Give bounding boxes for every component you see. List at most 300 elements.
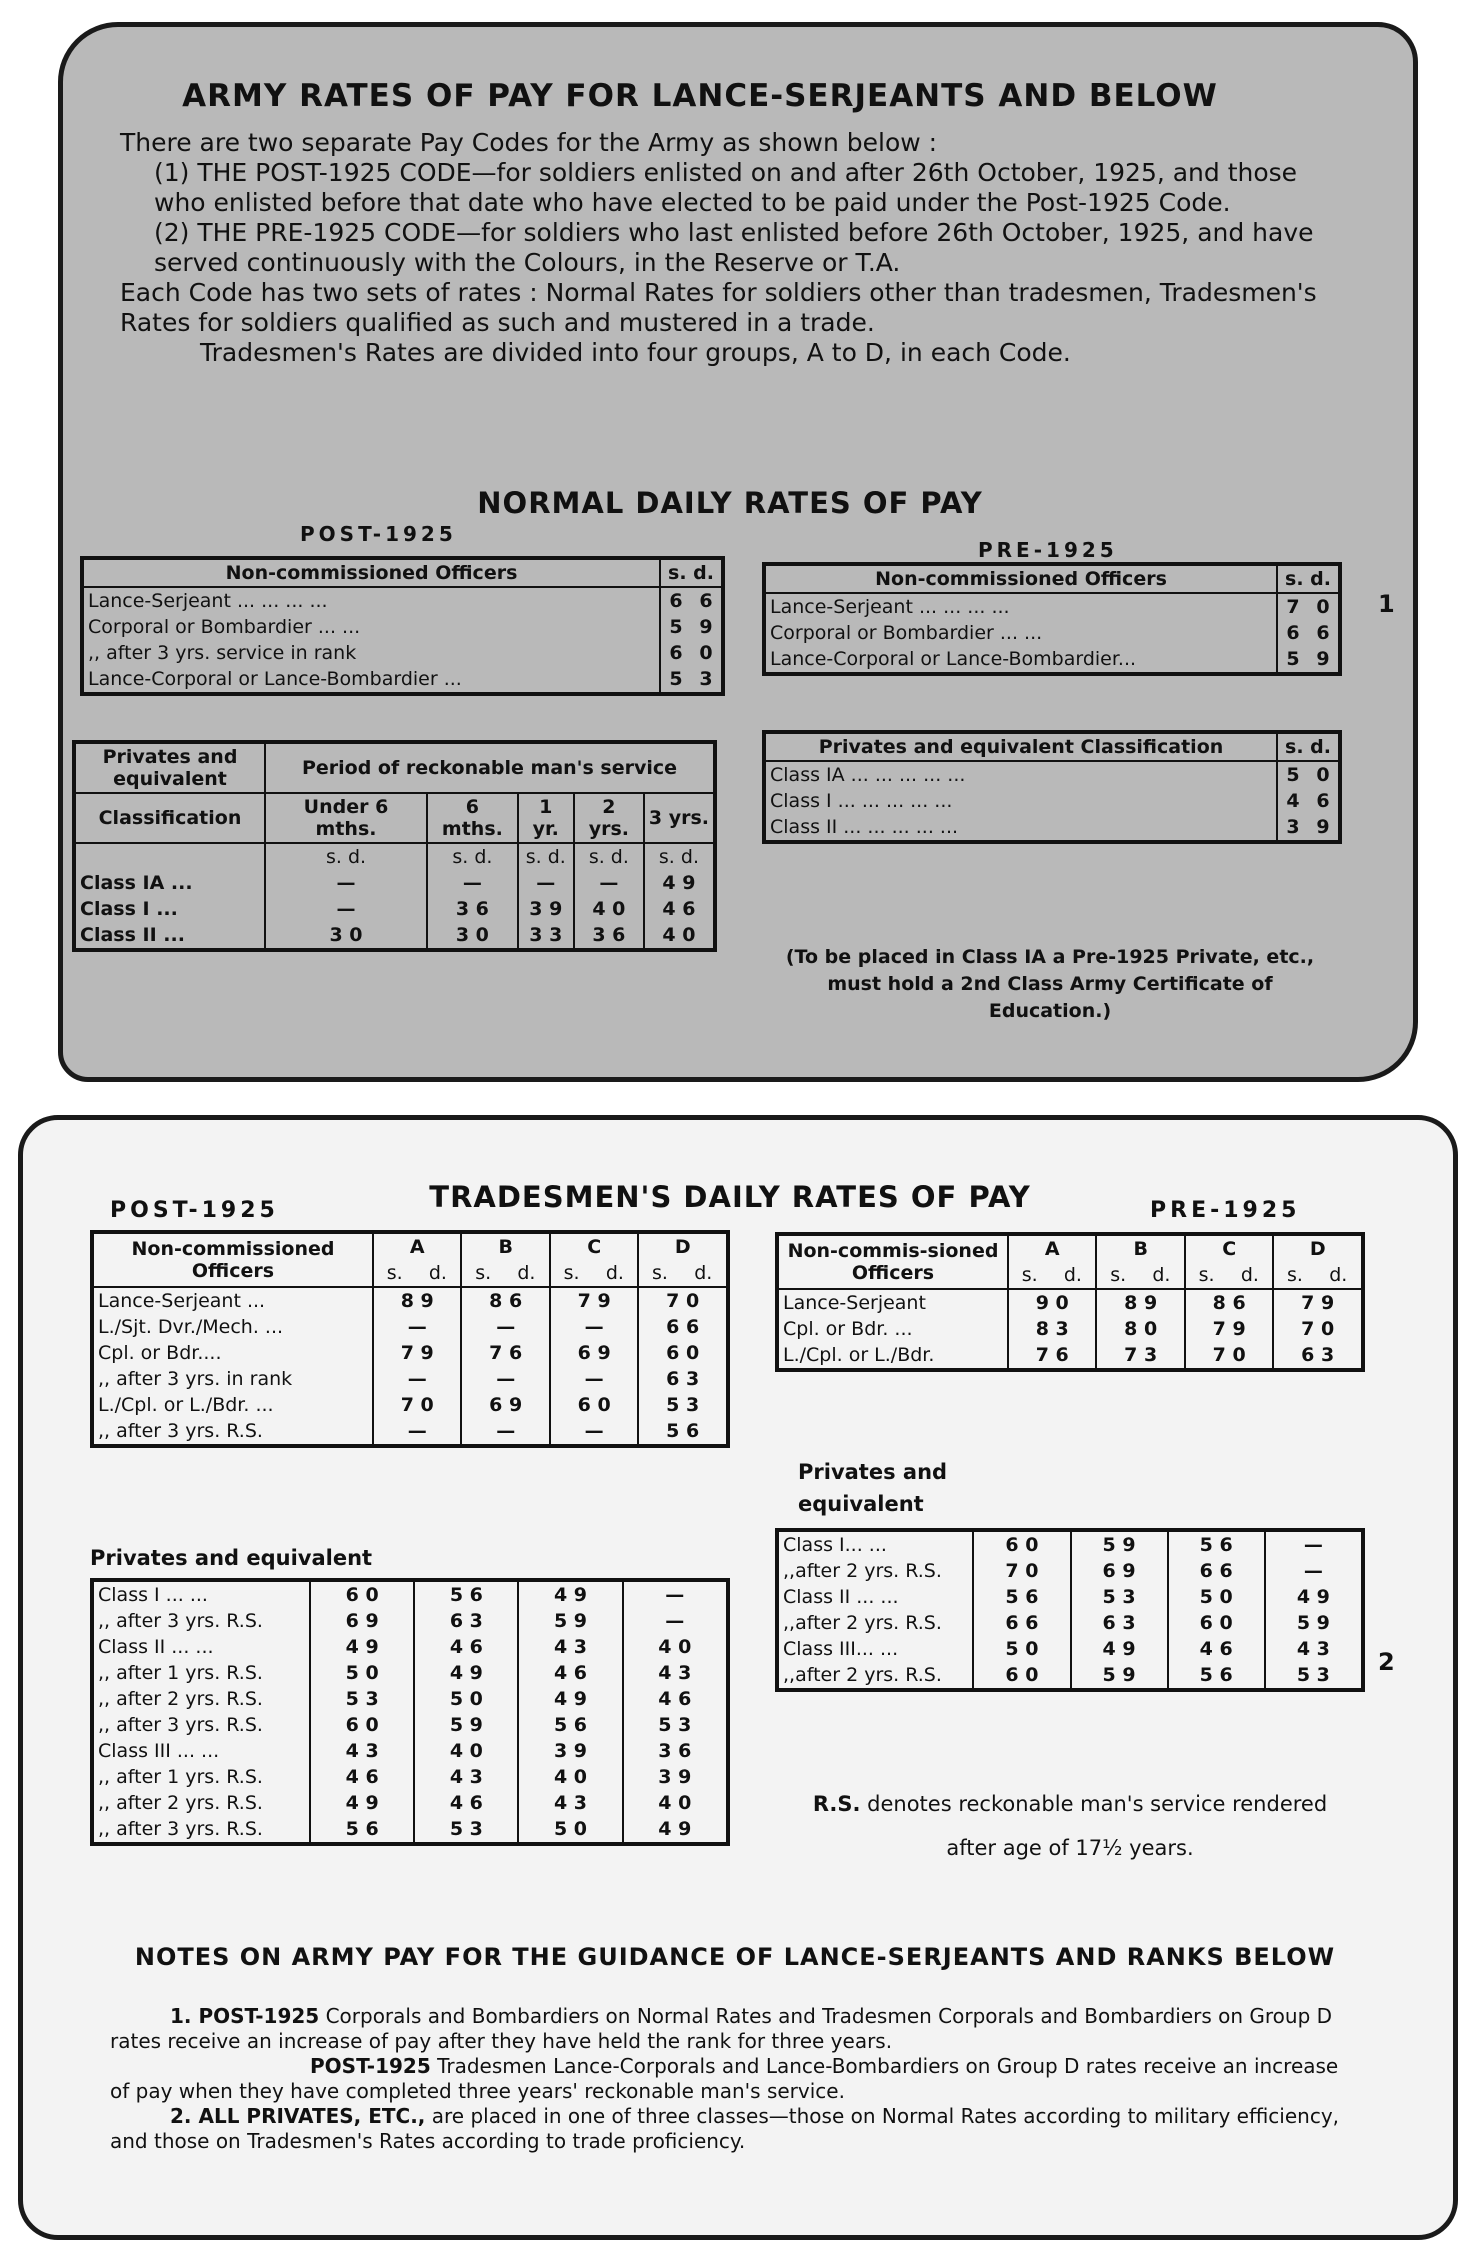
rate-cell: 6 9 <box>550 1340 638 1366</box>
note-text: are placed in one of three classes—those on Normal Rates according to military efficiency, and those on Tradesmen's Rates according to trade proficiency. <box>110 2104 1340 2153</box>
rate-cell: 4 9 <box>623 1816 728 1844</box>
page-number-2: 2 <box>1378 1648 1395 1676</box>
rate-cell: 6 0 <box>973 1530 1070 1558</box>
normal-rates-title: NORMAL DAILY RATES OF PAY <box>477 486 983 520</box>
post-privates-label: Privates and equivalent <box>90 1546 373 1570</box>
rate-cell: 4 6 <box>310 1764 414 1790</box>
row-label: Cpl. or Bdr.... <box>98 1342 222 1364</box>
shillings: 4 <box>1277 788 1308 814</box>
group-header: D <box>638 1232 728 1260</box>
pre-1925-label: PRE-1925 <box>978 538 1118 562</box>
rate-cell: 7 6 <box>1008 1342 1096 1370</box>
row-label: Class I ... ... ... ... ... <box>770 790 953 812</box>
rate-cell: 5 9 <box>518 1608 622 1634</box>
group-header: A <box>1008 1234 1096 1262</box>
note-1 <box>110 2004 1350 2054</box>
sd-header: s. d. <box>644 843 715 870</box>
rate: 3 0 <box>427 922 518 950</box>
row-label: Lance-Corporal or Lance-Bombardier ... <box>88 668 462 690</box>
rate-cell: 7 9 <box>1185 1316 1273 1342</box>
rate-cell: 7 9 <box>1273 1289 1363 1316</box>
rate: — <box>265 870 427 896</box>
table-row <box>777 1289 1363 1316</box>
rate-cell: 4 9 <box>310 1790 414 1816</box>
table-row <box>74 922 715 950</box>
row-label: L./Cpl. or L./Bdr. ... <box>98 1394 274 1416</box>
notes-title: NOTES ON ARMY PAY FOR THE GUIDANCE OF LANCE-SERJEANTS AND RANKS BELOW <box>134 1943 1336 1971</box>
nco-header: Non-commis-sioned Officers <box>777 1234 1008 1289</box>
rate-cell: 7 3 <box>1096 1342 1184 1370</box>
rate-cell: 6 6 <box>638 1314 728 1340</box>
pre-nco-header: Non-commissioned Officers <box>875 568 1167 590</box>
table-row <box>92 1608 728 1634</box>
rate: — <box>574 870 644 896</box>
row-label: ,, after 3 yrs. R.S. <box>98 1610 263 1632</box>
table-row <box>92 1660 728 1686</box>
pence: 0 <box>1316 764 1330 786</box>
table-row <box>92 1790 728 1816</box>
col-header: 6 mths. <box>427 793 518 843</box>
pre-1925-label: PRE-1925 <box>1150 1198 1301 1223</box>
rate-cell: 7 9 <box>373 1340 461 1366</box>
row-label: ,, after 3 yrs. R.S. <box>98 1714 263 1736</box>
pre-trade-privates-table <box>775 1528 1365 1692</box>
row-label: L./Sjt. Dvr./Mech. ... <box>98 1316 284 1338</box>
row-label: Lance-Serjeant ... <box>98 1290 266 1312</box>
rate-cell: 4 9 <box>414 1660 518 1686</box>
rate-cell: 5 6 <box>973 1584 1070 1610</box>
pence: 6 <box>699 590 713 612</box>
rate-cell: 8 9 <box>1096 1289 1184 1316</box>
intro-groups: Tradesmen's Rates are divided into four groups, A to D, in each Code. <box>200 338 1071 367</box>
rate-cell: 5 6 <box>638 1418 728 1446</box>
row-label: Lance-Serjeant ... ... ... ... <box>770 596 1010 618</box>
d-header: d. <box>517 1262 536 1284</box>
rate-cell: 7 9 <box>550 1287 638 1314</box>
page-number-1: 1 <box>1378 590 1395 618</box>
rate-cell: 7 0 <box>373 1392 461 1418</box>
rate-cell: 4 6 <box>518 1660 622 1686</box>
table-row <box>764 620 1340 646</box>
rate-cell: 5 6 <box>414 1580 518 1608</box>
notes <box>110 2004 1350 2154</box>
s-header: s. <box>461 1260 503 1287</box>
table-row <box>82 587 723 614</box>
note-1b <box>110 2054 1350 2104</box>
rate-cell: — <box>373 1418 461 1446</box>
rate-cell: 5 9 <box>1265 1610 1363 1636</box>
rate-cell: 4 6 <box>414 1634 518 1660</box>
table-row <box>92 1764 728 1790</box>
rate-cell: 5 6 <box>1168 1530 1265 1558</box>
col-header: 3 yrs. <box>644 793 715 843</box>
table-row <box>777 1636 1363 1662</box>
table-row <box>92 1392 728 1418</box>
rate-cell: 4 3 <box>623 1660 728 1686</box>
s-header: s. <box>550 1260 592 1287</box>
rate: 4 0 <box>574 896 644 922</box>
pre-trade-nco-table <box>775 1232 1365 1372</box>
s-header: s. <box>1096 1262 1138 1289</box>
table-row <box>74 896 715 922</box>
row-label: ,, after 3 yrs. service in rank <box>88 642 357 664</box>
rate-cell: 6 0 <box>1168 1610 1265 1636</box>
privates-header: Privates and equivalent <box>102 746 238 790</box>
note-2 <box>110 2104 1350 2154</box>
rate-cell: 6 0 <box>310 1712 414 1738</box>
row-label: Cpl. or Bdr. ... <box>783 1318 913 1340</box>
rate-cell: 8 6 <box>461 1287 549 1314</box>
intro-pre-code: (2) THE PRE-1925 CODE—for soldiers who last enlisted before 26th October, 1925, and have served continuously with the Colours, in the Reserve or T.A. <box>154 218 1314 277</box>
rate-cell: 5 9 <box>414 1712 518 1738</box>
d-header: d. <box>605 1262 624 1284</box>
d-header: d. <box>428 1262 447 1284</box>
rate-cell: — <box>373 1366 461 1392</box>
rate-cell: 4 9 <box>1071 1636 1168 1662</box>
rate: 3 0 <box>265 922 427 950</box>
rate-cell: 4 3 <box>310 1738 414 1764</box>
table-row <box>92 1340 728 1366</box>
rate-cell: 4 0 <box>623 1790 728 1816</box>
s-header: s. <box>1273 1262 1315 1289</box>
rate-cell: 4 6 <box>623 1686 728 1712</box>
rate-cell: 5 9 <box>1071 1662 1168 1690</box>
rate-cell: 4 0 <box>414 1738 518 1764</box>
pence: 9 <box>1316 816 1330 838</box>
rate-cell: 5 6 <box>310 1816 414 1844</box>
rs-note <box>790 1782 1350 1870</box>
row-label: ,, after 2 yrs. R.S. <box>98 1792 263 1814</box>
table-row <box>74 870 715 896</box>
rate: 4 0 <box>644 922 715 950</box>
rate-cell: 4 0 <box>518 1764 622 1790</box>
table-row <box>92 1314 728 1340</box>
rate-cell: 5 3 <box>638 1392 728 1418</box>
shillings: 7 <box>1277 593 1308 620</box>
intro-post-code: (1) THE POST-1925 CODE—for soldiers enlisted on and after 26th October, 1925, and those who enlisted before that date who have elected to be paid under the Post-1925 Code. <box>154 158 1298 217</box>
d-header: d. <box>1240 1264 1259 1286</box>
rate-cell: 3 9 <box>623 1764 728 1790</box>
pre-privates-label: Privates and equivalent <box>798 1460 948 1516</box>
sd-header: s. d. <box>660 558 723 587</box>
pence: 6 <box>1316 790 1330 812</box>
pre-privates-header: Privates and equivalent Classification <box>818 736 1224 758</box>
shillings: 5 <box>660 614 691 640</box>
shillings: 6 <box>1277 620 1308 646</box>
pence: 0 <box>1316 596 1330 618</box>
rate-cell: 6 0 <box>638 1340 728 1366</box>
sd-header: s. d. <box>518 843 574 870</box>
rate-cell: — <box>461 1366 549 1392</box>
pre-normal-nco-table <box>762 562 1342 676</box>
class-ia-note: (To be placed in Class IA a Pre-1925 Private, etc., must hold a 2nd Class Army Certificate of Education.) <box>785 946 1315 1022</box>
row-label: Class II ... ... <box>98 1636 214 1658</box>
rate-cell: 4 9 <box>518 1580 622 1608</box>
row-label: ,,after 2 yrs. R.S. <box>783 1612 942 1634</box>
sd-header: s. d. <box>1277 564 1340 593</box>
pence: 0 <box>699 642 713 664</box>
col-header: 1 yr. <box>518 793 574 843</box>
sd-header: s. d. <box>265 843 427 870</box>
rate-cell: 4 3 <box>518 1790 622 1816</box>
rate-cell: 4 3 <box>414 1764 518 1790</box>
post-normal-privates-table <box>72 740 717 952</box>
rs-abbr: R.S. <box>812 1792 861 1816</box>
table-row <box>764 593 1340 620</box>
table-row <box>92 1816 728 1844</box>
rate-cell: 5 0 <box>518 1816 622 1844</box>
rs-text: denotes reckonable man's service rendered after age of 17½ years. <box>860 1792 1328 1860</box>
tradesmen-rates-title: TRADESMEN'S DAILY RATES OF PAY <box>429 1180 1031 1214</box>
table-row <box>764 788 1340 814</box>
rate: — <box>265 896 427 922</box>
group-header: A <box>373 1232 461 1260</box>
pence: 6 <box>1316 622 1330 644</box>
row-label: Class II ... <box>80 924 185 946</box>
table-row <box>92 1418 728 1446</box>
rate-cell: 3 6 <box>623 1738 728 1764</box>
sd-header: s. d. <box>574 843 644 870</box>
post-1925-label: POST-1925 <box>110 1198 279 1223</box>
d-header: d. <box>1152 1264 1171 1286</box>
rate-cell: 5 0 <box>414 1686 518 1712</box>
table-row <box>82 614 723 640</box>
rate-cell: 5 0 <box>1168 1584 1265 1610</box>
col-header: 2 yrs. <box>574 793 644 843</box>
table-row <box>764 814 1340 842</box>
sd-header: s. d. <box>1277 732 1340 761</box>
row-label: Lance-Corporal or Lance-Bombardier... <box>770 648 1137 670</box>
table-row <box>777 1610 1363 1636</box>
rows <box>92 1287 728 1446</box>
row-label: L./Cpl. or L./Bdr. <box>783 1344 935 1366</box>
row-label: Class III ... ... <box>98 1740 220 1762</box>
rate-cell: 7 0 <box>638 1287 728 1314</box>
rate: 3 9 <box>518 896 574 922</box>
rate-cell: — <box>623 1608 728 1634</box>
table-row <box>777 1662 1363 1690</box>
rate-cell: 6 6 <box>973 1610 1070 1636</box>
rows <box>777 1289 1363 1370</box>
note-lead: 2. ALL PRIVATES, ETC., <box>170 2104 426 2128</box>
rate-cell: 7 0 <box>1273 1316 1363 1342</box>
table-row <box>777 1584 1363 1610</box>
rate-cell: 3 9 <box>518 1738 622 1764</box>
rate-cell: 4 3 <box>1265 1636 1363 1662</box>
rate-cell: 4 6 <box>414 1790 518 1816</box>
pence: 9 <box>1316 648 1330 670</box>
rate-cell: 7 0 <box>1185 1342 1273 1370</box>
row-label: ,, after 1 yrs. R.S. <box>98 1662 263 1684</box>
row-label: ,, after 2 yrs. R.S. <box>98 1688 263 1710</box>
rate-cell: 5 6 <box>1168 1662 1265 1690</box>
table-row <box>82 666 723 694</box>
rate-cell: 5 9 <box>1071 1530 1168 1558</box>
rate-cell: — <box>550 1418 638 1446</box>
row-label: Class I ... <box>80 898 178 920</box>
rate-cell: 4 3 <box>518 1634 622 1660</box>
rate-cell: 8 3 <box>1008 1316 1096 1342</box>
rate-cell: — <box>461 1418 549 1446</box>
rate-cell: 9 0 <box>1008 1289 1096 1316</box>
rate-cell: 5 3 <box>1071 1584 1168 1610</box>
rate-cell: 4 9 <box>518 1686 622 1712</box>
pre-normal-privates-table <box>762 730 1342 844</box>
group-header: C <box>550 1232 638 1260</box>
table-row <box>82 640 723 666</box>
s-header: s. <box>1008 1262 1050 1289</box>
rate: 3 3 <box>518 922 574 950</box>
group-header: D <box>1273 1234 1363 1262</box>
rate-cell: 4 6 <box>1168 1636 1265 1662</box>
rate-cell: 8 9 <box>373 1287 461 1314</box>
post-trade-privates-table <box>90 1578 730 1846</box>
row-label: Class I... ... <box>783 1534 887 1556</box>
table-row <box>764 761 1340 788</box>
table-row <box>777 1342 1363 1370</box>
rate-cell: — <box>461 1314 549 1340</box>
d-header: d. <box>1063 1264 1082 1286</box>
rate: — <box>518 870 574 896</box>
s-header: s. <box>1185 1262 1227 1289</box>
note-text: Corporals and Bombardiers on Normal Rates and Tradesmen Corporals and Bombardiers on Group D rates receive an increase of pay after they have held the rank for three years. <box>110 2004 1333 2053</box>
table-row <box>92 1712 728 1738</box>
rate: 3 6 <box>574 922 644 950</box>
table-row <box>92 1287 728 1314</box>
group-header: C <box>1185 1234 1273 1262</box>
table-row <box>92 1738 728 1764</box>
rate-cell: 6 3 <box>638 1366 728 1392</box>
row-label: Corporal or Bombardier ... ... <box>770 622 1043 644</box>
rate-cell: 5 6 <box>518 1712 622 1738</box>
col-header: Under 6 mths. <box>265 793 427 843</box>
d-header: d. <box>1329 1264 1348 1286</box>
row-label: Class II ... ... <box>783 1586 899 1608</box>
row-label: ,, after 3 yrs. in rank <box>98 1368 293 1390</box>
rate-cell: — <box>550 1366 638 1392</box>
rate-cell: 5 3 <box>623 1712 728 1738</box>
shillings: 5 <box>660 666 691 694</box>
post-nco-header: Non-commissioned Officers <box>225 562 518 584</box>
rate-cell: 6 9 <box>310 1608 414 1634</box>
rate-cell: 4 9 <box>1265 1584 1363 1610</box>
note-lead: 1. POST-1925 <box>170 2004 320 2028</box>
shillings: 5 <box>1277 761 1308 788</box>
rate-cell: 6 3 <box>414 1608 518 1634</box>
shillings: 6 <box>660 640 691 666</box>
row-label: ,,after 2 yrs. R.S. <box>783 1560 942 1582</box>
rate-cell: 8 0 <box>1096 1316 1184 1342</box>
rate-cell: 5 3 <box>414 1816 518 1844</box>
rate-cell: 6 9 <box>461 1392 549 1418</box>
rate-cell: 6 6 <box>1168 1558 1265 1584</box>
rate-cell: 5 3 <box>1265 1662 1363 1690</box>
nco-header: Non-commissioned Officers <box>92 1232 373 1287</box>
d-header: d. <box>694 1262 713 1284</box>
table-row <box>92 1580 728 1608</box>
rate-cell: — <box>373 1314 461 1340</box>
rate-cell: 5 3 <box>310 1686 414 1712</box>
post-1925-label: POST-1925 <box>300 522 457 546</box>
pence: 9 <box>699 616 713 638</box>
row-label: Class III... ... <box>783 1638 899 1660</box>
row-label: Corporal or Bombardier ... ... <box>88 616 361 638</box>
row-label: Class IA ... <box>80 872 193 894</box>
rate-cell: 6 0 <box>550 1392 638 1418</box>
rate-cell: 7 0 <box>973 1558 1070 1584</box>
rate-cell: 6 9 <box>1071 1558 1168 1584</box>
rate-cell: 4 0 <box>623 1634 728 1660</box>
rate-cell: 7 6 <box>461 1340 549 1366</box>
row-label: ,, after 1 yrs. R.S. <box>98 1766 263 1788</box>
table-row <box>777 1316 1363 1342</box>
table-row <box>92 1366 728 1392</box>
rate-cell: 6 3 <box>1273 1342 1363 1370</box>
rate-cell: 5 0 <box>973 1636 1070 1662</box>
row-label: Class II ... ... ... ... ... <box>770 816 959 838</box>
rate-cell: 5 0 <box>310 1660 414 1686</box>
rate-cell: — <box>1265 1530 1363 1558</box>
shillings: 5 <box>1277 646 1308 674</box>
note-lead: POST-1925 <box>310 2054 431 2078</box>
table-row <box>764 646 1340 674</box>
row-label: ,, after 3 yrs. R.S. <box>98 1420 263 1442</box>
table-row <box>92 1686 728 1712</box>
period-header: Period of reckonable man's service <box>265 742 715 793</box>
shillings: 3 <box>1277 814 1308 842</box>
row-label: Lance-Serjeant ... ... ... ... <box>88 590 328 612</box>
rate-cell: — <box>550 1314 638 1340</box>
rate-cell: — <box>1265 1558 1363 1584</box>
s-header: s. <box>638 1260 680 1287</box>
row-label: Class I ... ... <box>98 1584 208 1606</box>
note-text: Tradesmen Lance-Corporals and Lance-Bombardiers on Group D rates receive an increase of pay when they have completed three years' reckonable man's service. <box>110 2054 1339 2103</box>
rate-cell: 6 3 <box>1071 1610 1168 1636</box>
s-header: s. <box>373 1260 415 1287</box>
group-header: B <box>1096 1234 1184 1262</box>
rows <box>92 1580 728 1844</box>
row-label: ,, after 3 yrs. R.S. <box>98 1818 263 1840</box>
row-label: Class IA ... ... ... ... ... <box>770 764 966 786</box>
pence: 3 <box>699 668 713 690</box>
rows <box>777 1530 1363 1690</box>
intro-line: There are two separate Pay Codes for the Army as shown below : <box>120 128 938 157</box>
intro-text <box>120 128 1320 368</box>
table-row <box>92 1634 728 1660</box>
rate-cell: — <box>623 1580 728 1608</box>
row-label: ,,after 2 yrs. R.S. <box>783 1664 942 1686</box>
rate: 4 6 <box>644 896 715 922</box>
rate: 4 9 <box>644 870 715 896</box>
classification-header: Classification <box>98 807 242 829</box>
shillings: 6 <box>660 587 691 614</box>
table-row <box>777 1558 1363 1584</box>
page-title: ARMY RATES OF PAY FOR LANCE-SERJEANTS AND BELOW <box>182 78 1218 114</box>
row-label: Lance-Serjeant <box>783 1292 926 1314</box>
rate-cell: 8 6 <box>1185 1289 1273 1316</box>
rate-cell: 4 9 <box>310 1634 414 1660</box>
rate: 3 6 <box>427 896 518 922</box>
sd-header: s. d. <box>427 843 518 870</box>
post-trade-nco-table <box>90 1230 730 1448</box>
table-row <box>777 1530 1363 1558</box>
intro-rates: Each Code has two sets of rates : Normal Rates for soldiers other than tradesmen, Tradesmen's Rates for soldiers qualified as such and mustered in a trade. <box>120 278 1317 337</box>
rate: — <box>427 870 518 896</box>
rate-cell: 6 0 <box>973 1662 1070 1690</box>
group-header: B <box>461 1232 549 1260</box>
post-normal-nco-table <box>80 556 725 696</box>
rate-cell: 6 0 <box>310 1580 414 1608</box>
